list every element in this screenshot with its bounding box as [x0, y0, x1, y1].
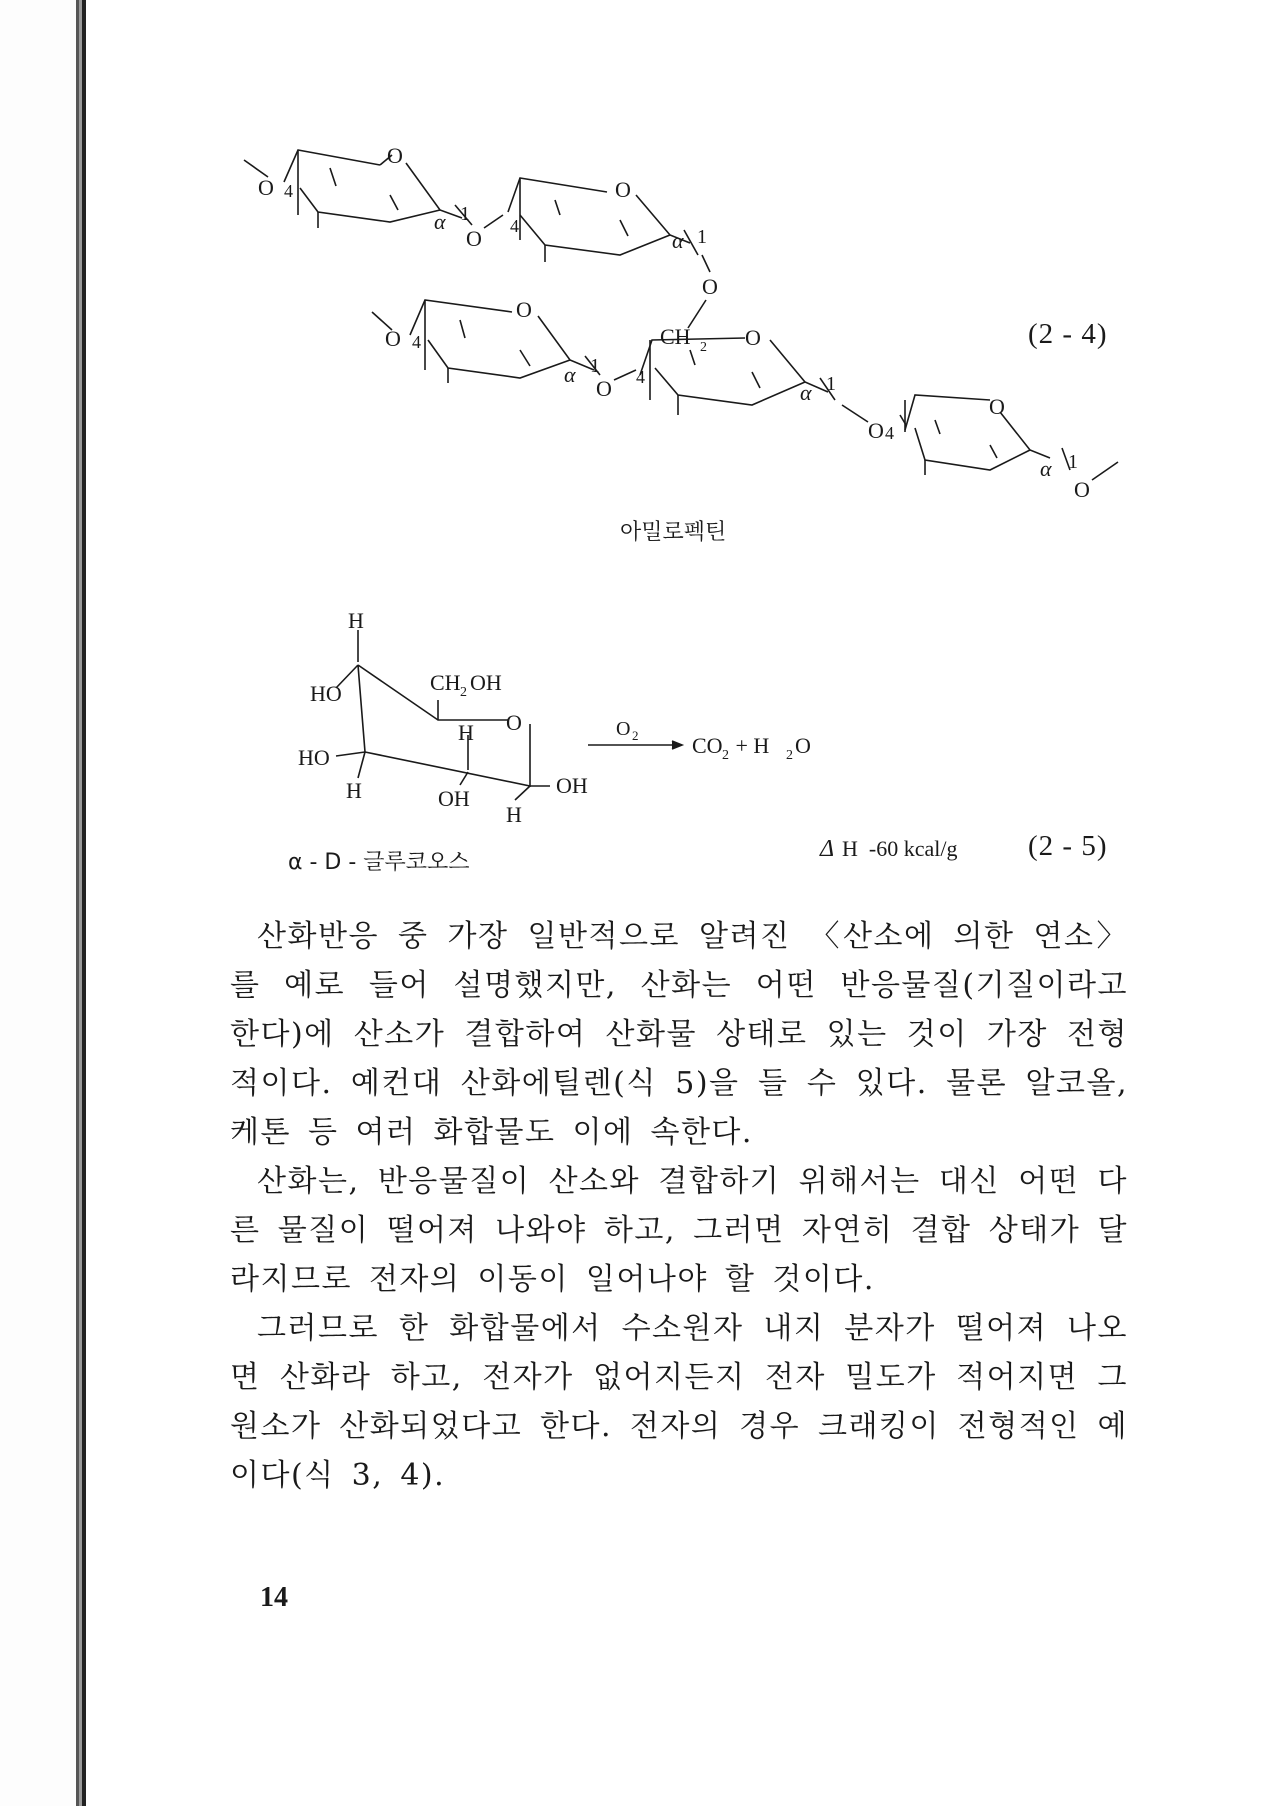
ring5-c1-label: 1	[1068, 451, 1078, 473]
enthalpy-value: H -60 kcal/g	[842, 836, 958, 861]
glucose-caption: α - D - 글루코오스	[288, 850, 470, 875]
delta-symbol: Δ	[820, 836, 835, 862]
glucose-ho-upper: HO	[310, 681, 342, 706]
glucose-h-mid: H	[458, 720, 474, 745]
link-oxygen-3: O	[596, 376, 612, 401]
ring2-alpha: α	[672, 228, 684, 253]
glucose-ch2oh: CH	[430, 670, 461, 695]
ring4-alpha: α	[800, 380, 812, 405]
ch2-bridge-subscript: 2	[700, 340, 707, 355]
ring1-c1-label: 1	[460, 203, 470, 225]
paragraph-3: 그러므로 한 화합물에서 수소원자 내지 분자가 떨어져 나오면 산화라 하고, 전자가 없어지든지 전자 밀도가 적어지면 그 원소가 산화되었다고 한다. 전자의 경우 크래킹이 전형적인 예이다(식 3, 4).	[230, 1311, 1128, 1493]
link-oxygen-1: O	[466, 226, 482, 251]
glucose-ch2oh-sub: 2	[460, 685, 467, 700]
product-co2-sub: 2	[722, 748, 729, 763]
ring1-alpha: α	[434, 209, 446, 234]
equation-label-2-4: (2 - 4)	[1028, 318, 1108, 350]
ring5-alpha: α	[1040, 456, 1052, 481]
glucose-oh-bottom: OH	[438, 786, 470, 811]
glucose-h-top: H	[348, 608, 364, 633]
ch2-bridge: CH	[660, 324, 691, 349]
product-plus-h: + H	[730, 733, 770, 758]
glucose-ring-5	[900, 395, 1118, 480]
ring3-c4-label: 4	[412, 332, 421, 352]
glucose-oh-right: OH	[556, 773, 588, 798]
ring1-oxygen-4: O	[258, 175, 274, 200]
link-oxygen-4: O	[868, 418, 884, 443]
reagent-o2: O	[616, 718, 631, 740]
glucose-h-lower-left: H	[346, 778, 362, 803]
link-oxygen-2: O	[702, 274, 718, 299]
ring4-ring-oxygen: O	[745, 325, 761, 350]
ring3-ring-oxygen: O	[516, 297, 532, 322]
product-co2: CO	[692, 733, 723, 758]
ring2-ring-oxygen: O	[615, 177, 631, 202]
ring2-c1-label: 1	[697, 226, 707, 248]
paragraph-1: 산화반응 중 가장 일반적으로 알려진 〈산소에 의한 연소〉를 예로 들어 설명했지만, 산화는 어떤 반응물질(기질이라고 한다)에 산소가 결합하여 산화물 상태로 있는 것이 가장 전형적이다. 예컨대 산화에틸렌(식 5)을 들 수 있다. 물론 알코올, 케톤 등 여러 화합물도 이에 속한다.	[230, 919, 1128, 1150]
equation-label-2-5: (2 - 5)	[1028, 830, 1108, 862]
reagent-o2-sub: 2	[632, 728, 639, 743]
ring5-c4-label: 4	[885, 423, 894, 443]
product-h2o-o: O	[795, 733, 811, 758]
amylopectin-structure	[0, 0, 1287, 560]
product-h2o-sub: 2	[786, 748, 793, 763]
body-text	[230, 912, 1128, 1500]
glucose-ring-oxygen: O	[506, 710, 522, 735]
ring3-c1-label: 1	[590, 355, 600, 377]
ring1-c4-label: 4	[284, 181, 293, 201]
ring5-ring-oxygen: O	[989, 394, 1005, 419]
glucose-ho-lower: HO	[298, 745, 330, 770]
page-number: 14	[260, 1582, 288, 1613]
ring3-oxygen-4: O	[385, 326, 401, 351]
ring4-c4-label: 4	[636, 367, 645, 387]
glucose-ch2oh-oh: OH	[470, 670, 502, 695]
amylopectin-caption: 아밀로펙틴	[620, 520, 727, 545]
ring2-c4-label: 4	[510, 216, 519, 236]
ring1-ring-oxygen: O	[387, 143, 403, 168]
ring4-c1-label: 1	[826, 373, 836, 395]
terminal-oxygen: O	[1074, 477, 1090, 502]
glucose-h-bottom: H	[506, 802, 522, 827]
paragraph-2: 산화는, 반응물질이 산소와 결합하기 위해서는 대신 어떤 다른 물질이 떨어져 나와야 하고, 그러면 자연히 결합 상태가 달라지므로 전자의 이동이 일어나야 할 것이다.	[230, 1164, 1128, 1297]
ring3-alpha: α	[564, 362, 576, 387]
